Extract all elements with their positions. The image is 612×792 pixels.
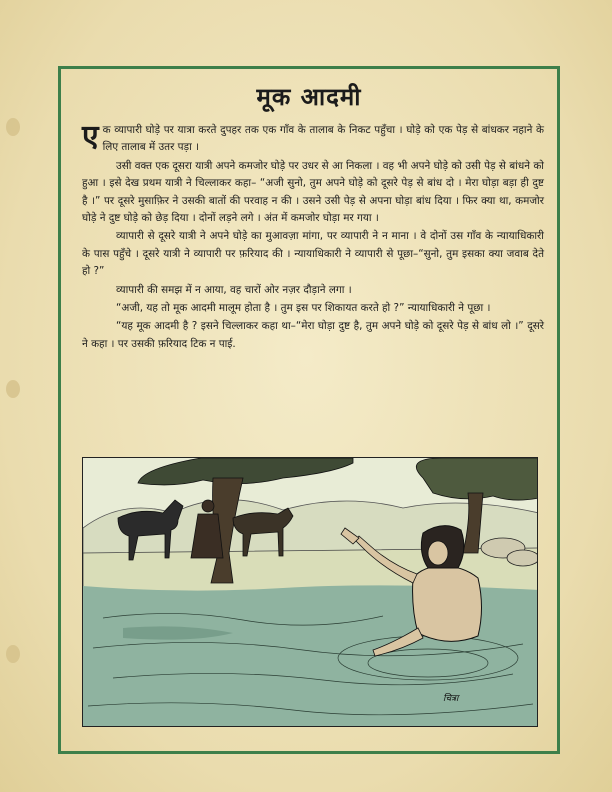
- paragraph-5: “अजी, यह तो मूक आदमी मालूम होता है । तुम इस पर शिकायत करते हो ?” न्यायाधिकारी ने पूछा ।: [116, 302, 491, 315]
- punch-hole-bottom: [6, 645, 20, 663]
- paragraph-6: “यह मूक आदमी है ? इसने चिल्लाकर कहा था–“मेरा घोड़ा दुष्ट है, तुम अपने घोड़े को दूसरे पेड़ से बांध लो ।” दूसरे ने कहा । पर उसकी फ़रियाद टिक न पाई.: [82, 320, 544, 350]
- story-body: [82, 119, 544, 354]
- paragraph-4: व्यापारी की समझ में न आया, वह चारों ओर नज़र दौड़ाने लगा ।: [116, 283, 352, 296]
- paragraph-1: एक व्यापारी घोड़े पर यात्रा करते दुपहर तक एक गाँव के तालाब के निकट पहुँचा । घोड़े को एक पेड़ से बांधकर नहाने के लिए तालाब में उतर पड़ा ।: [82, 119, 544, 154]
- illustration-drawing: [83, 458, 538, 727]
- punch-hole-top: [6, 118, 20, 136]
- paragraph-2: उसी वक्त एक दूसरा यात्री अपने कमजोर घोड़े पर उधर से आ निकला । वह भी अपने घोड़े को उसी पेड़ से बांधने को हुआ । इसे देख प्रथम यात्री ने चिल्लाकर कहा– “अजी सुनो, तुम अपने घोड़े को दूसरे पेड़ से बांध दो । मेरा घोड़ा बड़ा ही दुष्ट है ।” पर दूसरे मुसाफ़िर ने उसकी बातों की परवाह न की । उसने उसी पेड़ से अपना घोड़ा बांध दिया । फिर क्या था, कमजोर घोड़े ने दुष्ट घोड़े को छेड़ दिया । दोनों लड़ने लगे । अंत में कमजोर घोड़ा मर गया ।: [82, 159, 544, 225]
- story-illustration: [82, 457, 538, 727]
- punch-hole-middle: [6, 380, 20, 398]
- story-title: मूक आदमी: [256, 83, 362, 111]
- drop-cap: ए: [82, 119, 99, 154]
- paragraph-3: व्यापारी से दूसरे यात्री ने अपने घोड़े का मुआवज़ा मांगा, पर व्यापारी ने न माना । वे दोनों उस गाँव के न्यायाधिकारी के पास पहुँचे । दूसरे यात्री ने व्यापारी पर फ़रियाद की । न्यायाधिकारी ने व्यापारी से पूछा–“सुनो, तुम इसका क्या जवाब देते हो ?”: [82, 230, 544, 278]
- artist-signature: चित्रा: [443, 694, 459, 704]
